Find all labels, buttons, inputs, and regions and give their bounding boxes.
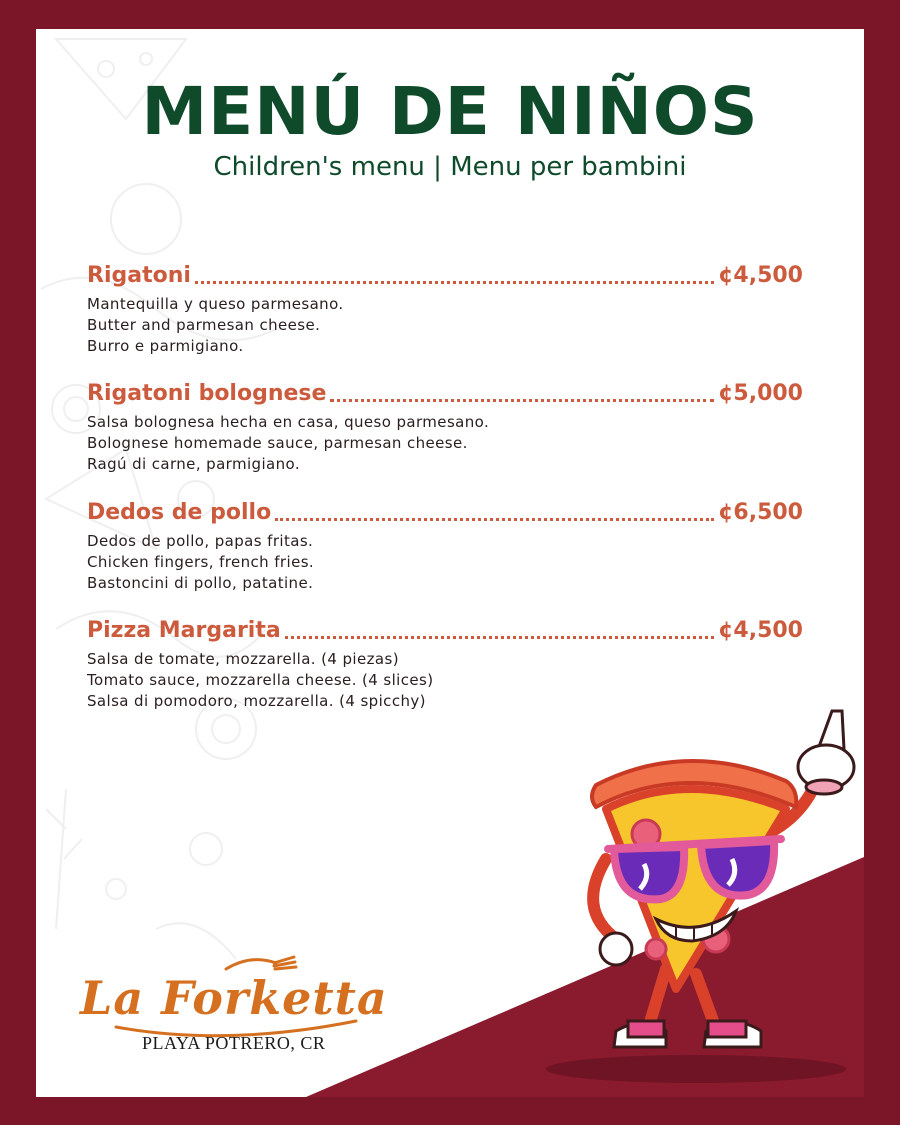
dot-leader (275, 518, 714, 521)
description-english: Chicken fingers, french fries. (87, 553, 315, 571)
dot-leader (330, 399, 714, 402)
logo-wordmark: La Forketta (80, 971, 388, 1025)
description-spanish: Salsa de tomate, mozzarella. (4 piezas) (87, 650, 399, 668)
menu-item-header (87, 380, 803, 408)
dot-leader (285, 636, 714, 639)
menu-item (87, 380, 803, 475)
description-english: Butter and parmesan cheese. (87, 316, 321, 334)
menu-item-description (87, 294, 803, 357)
menu-item-name: Rigatoni bolognese (87, 381, 327, 406)
menu-item-price: ¢4,500 (718, 618, 803, 643)
description-italian: Ragú di carne, parmigiano. (87, 455, 301, 473)
menu-card (36, 29, 864, 1097)
description-spanish: Mantequilla y queso parmesano. (87, 295, 344, 313)
description-spanish: Dedos de pollo, papas fritas. (87, 532, 314, 550)
menu-item-header (87, 499, 803, 527)
menu-item-header (87, 617, 803, 645)
menu-item (87, 499, 803, 594)
menu-item-name: Pizza Margarita (87, 618, 281, 643)
menu-item-description (87, 412, 803, 475)
menu-item (87, 262, 803, 357)
description-italian: Bastoncini di pollo, patatine. (87, 574, 314, 592)
description-spanish: Salsa bolognesa hecha en casa, queso parmesano. (87, 413, 490, 431)
description-italian: Burro e parmigiano. (87, 337, 244, 355)
menu-item-header (87, 262, 803, 290)
restaurant-logo (76, 949, 388, 1069)
description-english: Bolognese homemade sauce, parmesan cheese. (87, 434, 468, 452)
menu-item-name: Rigatoni (87, 263, 191, 288)
description-english: Tomato sauce, mozzarella cheese. (4 slices) (87, 671, 434, 689)
logo-location: PLAYA POTRERO, CR (142, 1033, 326, 1053)
page-subtitle: Children's menu | Menu per bambini (213, 152, 687, 182)
menu-item-description (87, 531, 803, 594)
menu-item-price: ¢5,000 (718, 381, 803, 406)
dot-leader (195, 281, 714, 284)
menu-item-price: ¢6,500 (718, 500, 803, 525)
description-italian: Salsa di pomodoro, mozzarella. (4 spicchy) (87, 692, 426, 710)
menu-item-name: Dedos de pollo (87, 500, 272, 525)
pizza-mascot-icon (536, 669, 856, 1089)
menu-item-price: ¢4,500 (718, 263, 803, 288)
page-title: MENÚ DE NIÑOS (141, 73, 759, 150)
